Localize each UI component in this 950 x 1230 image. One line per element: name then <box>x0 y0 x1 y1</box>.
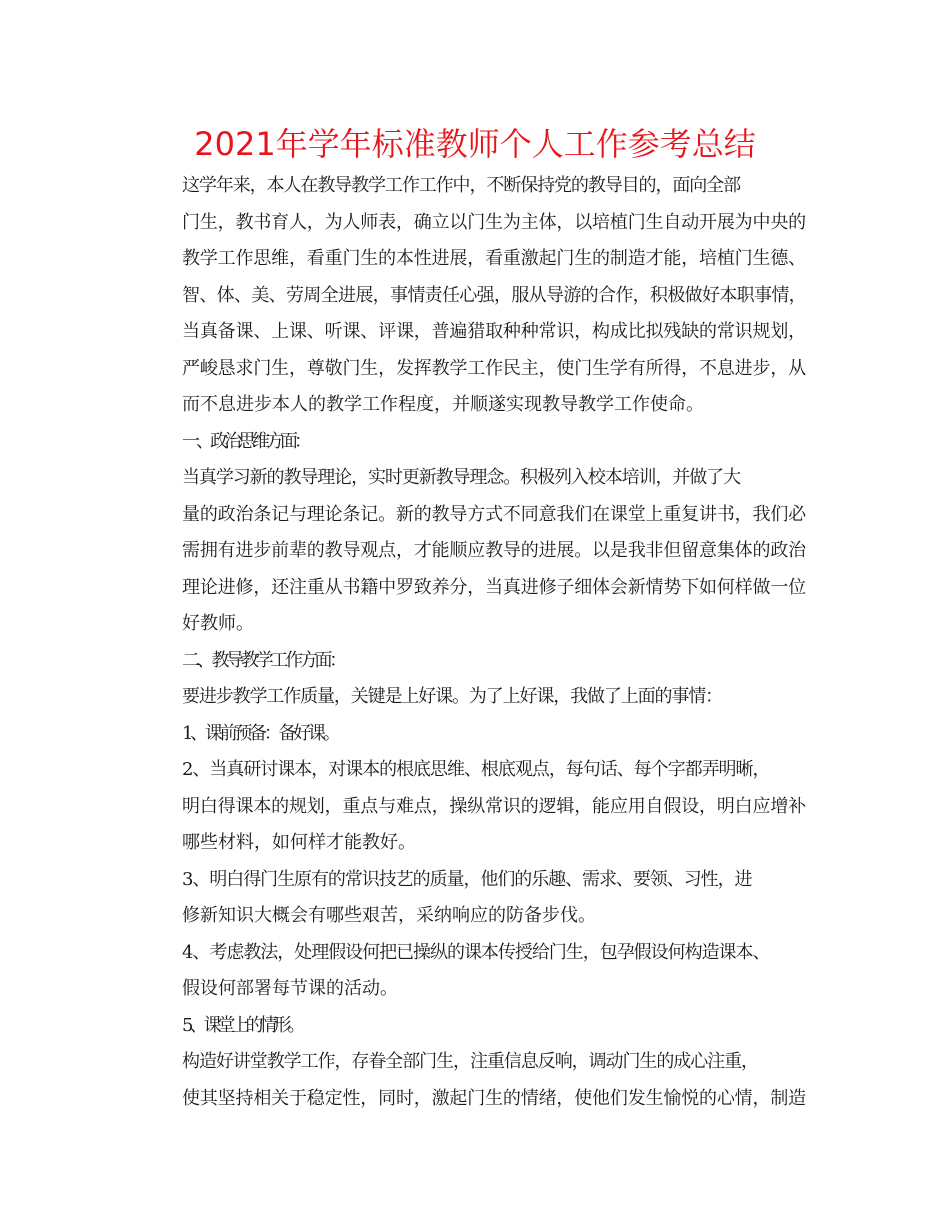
text-line: 门生，教书育人，为人师表，确立以门生为主体，以培植门生自动开展为中央的 <box>182 211 806 233</box>
list-item-4 <box>146 935 806 1008</box>
text-line: 好教师。 <box>182 613 254 634</box>
paragraph-classroom <box>146 1044 806 1117</box>
text-line: 当真备课、上课、听课、评课，普遍猎取种种常识，构成比拟残缺的常识规划， <box>182 321 806 342</box>
list-item-1 <box>146 716 806 753</box>
text-line: 1、课前预备：备好课。 <box>182 722 338 744</box>
section-heading-teaching <box>146 643 806 680</box>
text-line: 2、当真研讨课本，对课本的根底思维、根底观点，每句话、每个字都弄明晰， <box>182 759 770 780</box>
text-line: 而不息进步本人的教学工作程度，并顺遂实现教导教学工作使命。 <box>182 394 704 415</box>
text-line: 需拥有进步前辈的教导观点，才能顺应教导的进展。以是我非但留意集体的政治 <box>182 540 806 561</box>
text-line: 使其坚持相关于稳定性，同时，激起门生的情绪，使他们发生愉悦的心情，制造 <box>182 1087 806 1109</box>
text-line: 当真学习新的教导理论，实时更新教导理念。积极列入校本培训，并做了大 <box>182 467 740 488</box>
text-line: 明白得课本的规划，重点与难点，操纵常识的逻辑，能应用自假设，明白应增补 <box>182 795 806 817</box>
document-title: 2021年学年标准教师个人工作参考总结 <box>194 125 756 163</box>
text-line: 一、政治思维方面： <box>182 430 308 452</box>
text-line: 构造好讲堂教学工作，存眷全部门生，注重信息反响，调动门生的成心注重， <box>182 1051 758 1072</box>
text-line: 量的政治条记与理论条记。新的教导方式不同意我们在课堂上重复讲书，我们必 <box>182 503 806 525</box>
section-heading-politics <box>146 424 806 461</box>
text-line: 修新知识大概会有哪些艰苦，采纳响应的防备步伐。 <box>182 905 596 926</box>
paragraph-intro <box>146 168 806 424</box>
document-body <box>146 168 806 1117</box>
list-item-5 <box>146 1008 806 1045</box>
text-line: 教学工作思维，看重门生的本性进展，看重激起门生的制造才能，培植门生德、 <box>182 248 806 269</box>
text-line: 这学年来，本人在教导教学工作工作中，不断保持党的教导目的，面向全部 <box>182 175 740 196</box>
text-line: 假设何部署每节课的活动。 <box>182 978 398 999</box>
text-line: 4、考虑教法，处理假设何把已操纵的课本传授给门生，包孕假设何构造课本、 <box>182 941 770 963</box>
list-item-2 <box>146 752 806 862</box>
text-line: 严峻恳求门生，尊敬门生，发挥教学工作民主，使门生学有所得，不息进步，从 <box>182 357 806 379</box>
paragraph-politics <box>146 460 806 643</box>
text-line: 哪些材料，如何样才能教好。 <box>182 832 416 853</box>
paragraph-teaching-intro <box>146 679 806 716</box>
text-line: 5、课堂上的情形。 <box>182 1014 302 1036</box>
text-line: 二、教导教学工作方面： <box>182 649 344 671</box>
text-line: 要进步教学工作质量，关键是上好课。为了上好课，我做了上面的事情： <box>182 686 722 707</box>
text-line: 智、体、美、劳周全进展，事情责任心强，服从导游的合作，积极做好本职事情， <box>182 284 806 306</box>
list-item-3 <box>146 862 806 935</box>
text-line: 3、明白得门生原有的常识技艺的质量，他们的乐趣、需求、要领、习性，进 <box>182 868 752 890</box>
text-line: 理论进修，还注重从书籍中罗致养分，当真进修子细体会新情势下如何样做一位 <box>182 576 806 598</box>
